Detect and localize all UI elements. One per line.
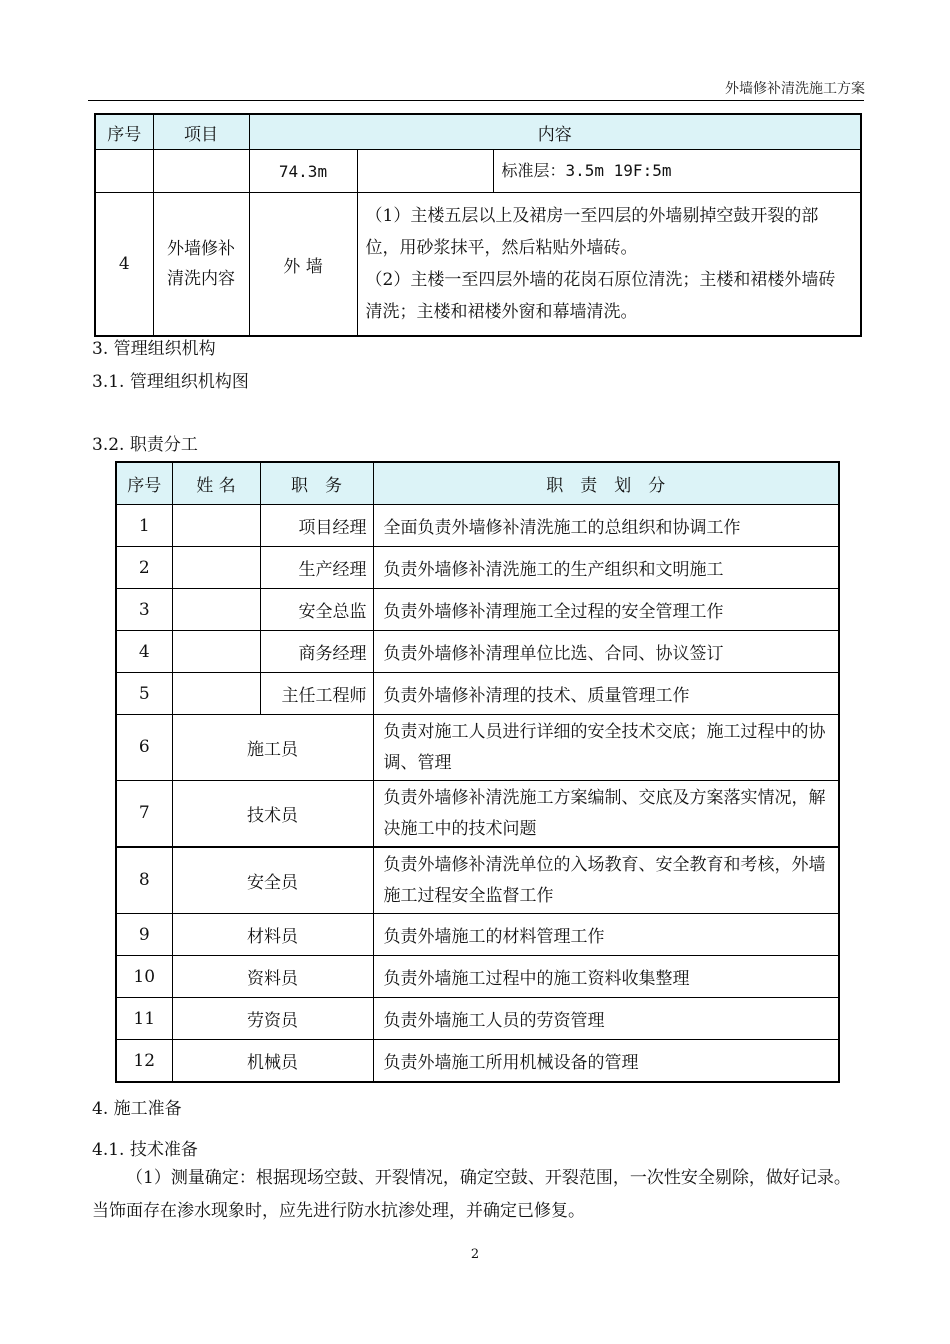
content-line-1: （1）主楼五层以上及裙房一至四层的外墙剔掉空鼓开裂的部位，用砂浆抹平，然后粘贴外墙砖。	[365, 206, 819, 258]
header-cell: 项目	[153, 114, 249, 150]
header-cell: 职 务	[260, 462, 373, 505]
table-cell: 外墙修补清洗内容	[153, 193, 249, 337]
table-row	[116, 914, 839, 956]
table-cell: 负责外墙施工所用机械设备的管理	[373, 1040, 839, 1083]
header-title: 外墙修补清洗施工方案	[725, 81, 865, 97]
duty-table	[115, 461, 840, 1083]
table-cell: 4	[95, 193, 153, 337]
table-cell: 3	[116, 589, 172, 631]
table-cell: 项目经理	[260, 505, 373, 547]
table-cell: 负责外墙施工过程中的施工资料收集整理	[373, 956, 839, 998]
table-cell	[357, 150, 493, 193]
table-cell: 7	[116, 781, 172, 848]
table-row	[116, 998, 839, 1040]
table-cell: 负责外墙施工人员的劳资管理	[373, 998, 839, 1040]
table-cell: 5	[116, 673, 172, 715]
table-header-row	[116, 462, 839, 505]
table-cell: 2	[116, 547, 172, 589]
table-cell: 11	[116, 998, 172, 1040]
section-heading: 3.2. 职责分工	[92, 435, 198, 455]
table-cell: 6	[116, 715, 172, 781]
table-cell: 负责外墙修补清洗施工的生产组织和文明施工	[373, 547, 839, 589]
table-cell: 负责对施工人员进行详细的安全技术交底；施工过程中的协调、管理	[373, 715, 839, 781]
page-number: 2	[470, 1247, 480, 1262]
table-cell	[172, 673, 260, 715]
table-row	[116, 1040, 839, 1083]
table-cell	[172, 589, 260, 631]
table-cell: 主任工程师	[260, 673, 373, 715]
table-cell	[357, 193, 861, 337]
section-heading: 4. 施工准备	[92, 1099, 182, 1119]
table-row	[116, 505, 839, 547]
table-row	[116, 673, 839, 715]
project-content-table	[94, 113, 862, 337]
table-cell: 12	[116, 1040, 172, 1083]
table-cell: 外 墙	[249, 193, 357, 337]
table-cell: 标准层：3.5m 19F:5m	[493, 150, 861, 193]
table-cell: 9	[116, 914, 172, 956]
table-cell: 负责外墙修补清理单位比选、合同、协议签订	[373, 631, 839, 673]
table-cell: 负责外墙施工的材料管理工作	[373, 914, 839, 956]
table-row	[116, 631, 839, 673]
table-cell: 74.3m	[249, 150, 357, 193]
table-cell: 负责外墙修补清洗单位的入场教育、安全教育和考核，外墙施工过程安全监督工作	[373, 847, 839, 914]
table-cell: 负责外墙修补清理的技术、质量管理工作	[373, 673, 839, 715]
table-cell: 商务经理	[260, 631, 373, 673]
table-cell: 资料员	[172, 956, 373, 998]
table-cell: 全面负责外墙修补清洗施工的总组织和协调工作	[373, 505, 839, 547]
table-cell: 材料员	[172, 914, 373, 956]
table-cell: 机械员	[172, 1040, 373, 1083]
body-paragraph: （1）测量确定：根据现场空鼓、开裂情况，确定空鼓、开裂范围，一次性安全剔除，做好记录。当饰面存在渗水现象时，应先进行防水抗渗处理，并确定已修复。	[92, 1168, 851, 1221]
table-cell: 安全总监	[260, 589, 373, 631]
table-cell	[172, 505, 260, 547]
header-cell: 序号	[95, 114, 153, 150]
header-cell: 姓 名	[172, 462, 260, 505]
table-cell: 负责外墙修补清理施工全过程的安全管理工作	[373, 589, 839, 631]
table-cell	[172, 631, 260, 673]
table-cell: 1	[116, 505, 172, 547]
header-rule	[88, 100, 864, 101]
table-cell: 劳资员	[172, 998, 373, 1040]
table-cell: 安全员	[172, 847, 373, 914]
content-line-2: （2）主楼一至四层外墙的花岗石原位清洗；主楼和裙楼外墙砖清洗；主楼和裙楼外窗和幕墙清洗。	[365, 270, 836, 322]
table-header-row	[95, 114, 861, 150]
table-row	[116, 589, 839, 631]
table-row	[116, 715, 839, 781]
table-row	[95, 193, 861, 337]
table-cell	[172, 547, 260, 589]
table-row	[95, 150, 861, 193]
section-heading: 4.1. 技术准备	[92, 1140, 198, 1160]
table-cell: 10	[116, 956, 172, 998]
section-heading: 3.1. 管理组织机构图	[92, 372, 249, 392]
section-heading: 3. 管理组织机构	[92, 339, 216, 359]
table-cell: 技术员	[172, 781, 373, 848]
table-cell: 施工员	[172, 715, 373, 781]
table-row	[116, 956, 839, 998]
table-cell	[95, 150, 153, 193]
table-cell: 4	[116, 631, 172, 673]
header-cell: 内容	[249, 114, 861, 150]
table-row	[116, 847, 839, 914]
table-row	[116, 547, 839, 589]
table-cell: 生产经理	[260, 547, 373, 589]
table-cell: 8	[116, 847, 172, 914]
table-cell: 负责外墙修补清洗施工方案编制、交底及方案落实情况，解决施工中的技术问题	[373, 781, 839, 848]
header-cell: 职 责 划 分	[373, 462, 839, 505]
header-cell: 序号	[116, 462, 172, 505]
table-row	[116, 781, 839, 848]
table-cell	[153, 150, 249, 193]
